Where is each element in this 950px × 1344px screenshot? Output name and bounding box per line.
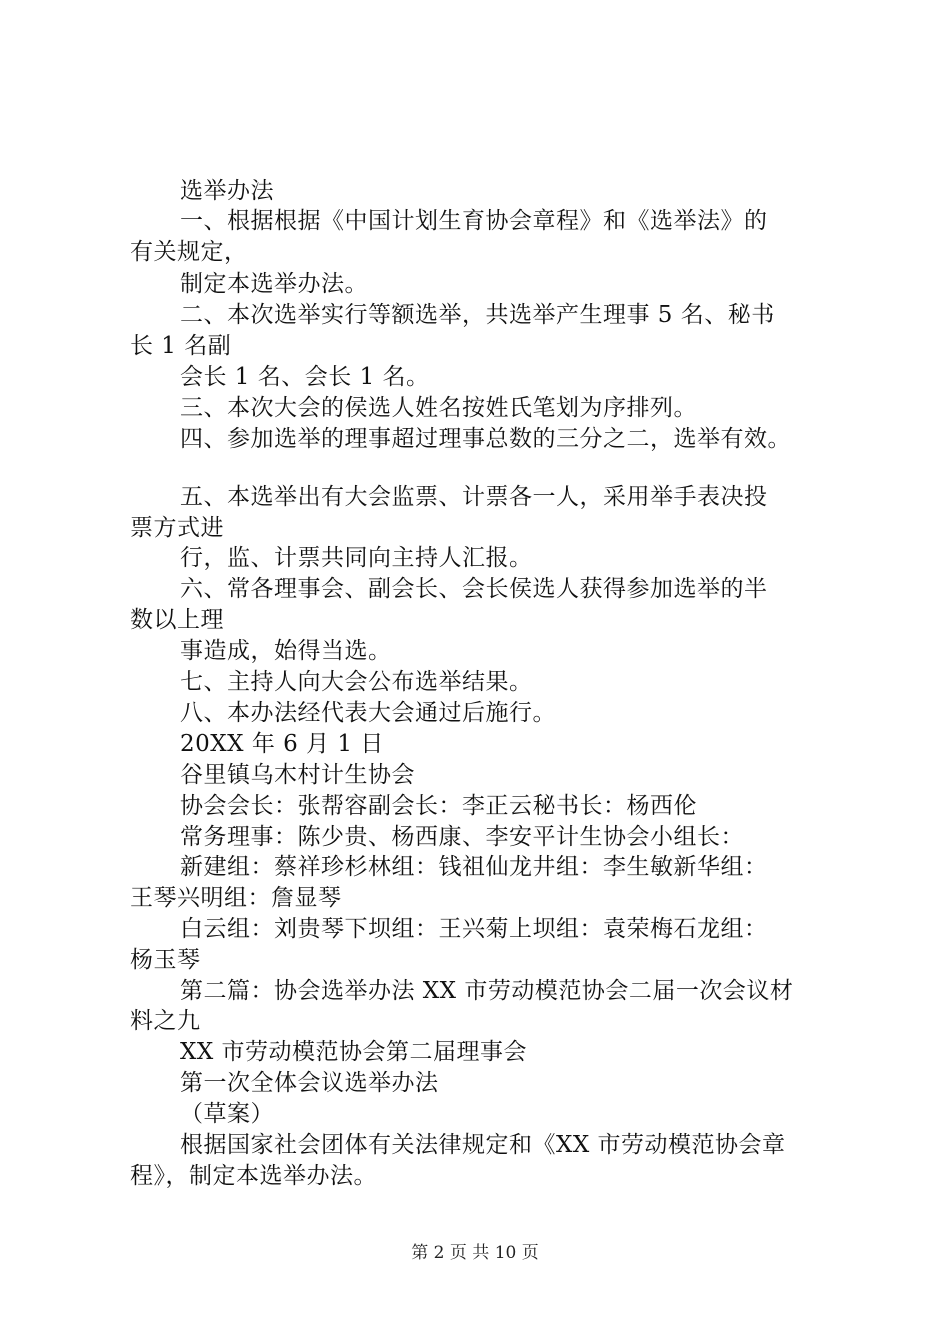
text-line: 杨玉琴: [130, 947, 201, 973]
text-line: 会长 1 名、会长 1 名。: [180, 364, 430, 390]
title-line: 选举办法: [180, 178, 274, 204]
text-line: 谷里镇乌木村计生协会: [180, 762, 415, 788]
text-line: 事造成，始得当选。: [180, 638, 392, 664]
text-line: 六、常各理事会、副会长、会长侯选人获得参加选举的半: [180, 576, 768, 602]
text-line: 新建组：蔡祥珍杉林组：钱祖仙龙井组：李生敏新华组：: [180, 854, 768, 880]
text-line: 二、本次选举实行等额选举，共选举产生理事 5 名、秘书: [180, 302, 775, 328]
text-line: 数以上理: [130, 607, 224, 633]
text-line: 料之九: [130, 1008, 201, 1034]
page-number-footer: 第 2 页 共 10 页: [411, 1243, 539, 1263]
text-line: 白云组：刘贵琴下坝组：王兴菊上坝组：袁荣梅石龙组：: [180, 916, 768, 942]
text-line: 程》，制定本选举办法。: [130, 1163, 377, 1189]
text-line: 三、本次大会的侯选人姓名按姓氏笔划为序排列。: [180, 395, 697, 421]
text-line: 七、主持人向大会公布选举结果。: [180, 669, 533, 695]
text-line: 行，监、计票共同向主持人汇报。: [180, 545, 533, 571]
text-line: 一、根据根据《中国计划生育协会章程》和《选举法》的: [180, 208, 768, 234]
text-line: 王琴兴明组：詹显琴: [130, 885, 342, 911]
text-line: 五、本选举出有大会监票、计票各一人，采用举手表决投: [180, 484, 768, 510]
text-line: 长 1 名副: [130, 333, 232, 359]
text-line: 票方式进: [130, 515, 224, 541]
date-line: 20XX 年 6 月 1 日: [180, 731, 384, 757]
text-line: 第一次全体会议选举办法: [180, 1070, 439, 1096]
section-heading: 第二篇：协会选举办法 XX 市劳动模范协会二届一次会议材: [180, 978, 794, 1004]
text-line: 协会会长：张帮容副会长：李正云秘书长：杨西伦: [180, 793, 697, 819]
text-line: XX 市劳动模范协会第二届理事会: [180, 1039, 528, 1065]
text-line: 常务理事：陈少贵、杨西康、李安平计生协会小组长：: [180, 824, 744, 850]
text-line: 有关规定，: [130, 239, 248, 265]
text-line: （草案）: [180, 1101, 274, 1127]
text-line: 根据国家社会团体有关法律规定和《XX 市劳动模范协会章: [180, 1132, 786, 1158]
text-line: 制定本选举办法。: [180, 271, 368, 297]
text-line: 四、参加选举的理事超过理事总数的三分之二，选举有效。: [180, 426, 791, 452]
text-line: 八、本办法经代表大会通过后施行。: [180, 700, 556, 726]
